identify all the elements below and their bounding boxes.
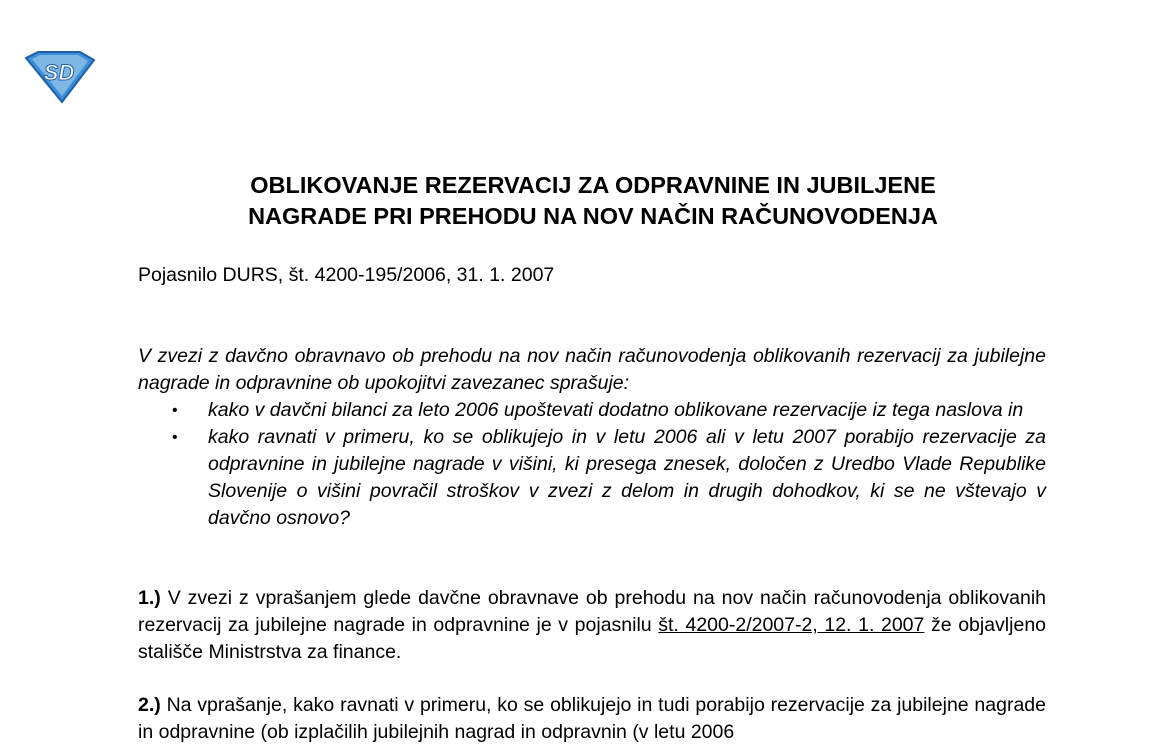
bullet-text: kako v davčni bilanci za leto 2006 upoštevati dodatno oblikovane rezervacije iz tega naslova in	[208, 399, 1024, 421]
bullet-icon: •	[172, 402, 178, 419]
answer-1-number: 1.)	[138, 587, 161, 609]
document-title	[140, 170, 1046, 232]
document-reference: Pojasnilo DURS, št. 4200-195/2006, 31. 1. 2007	[138, 264, 555, 286]
answer-2-number: 2.)	[138, 694, 161, 716]
answer-1-text-b: že objavljeno stališče Ministrstva za finance.	[138, 614, 1047, 663]
answer-2-paragraph	[138, 692, 1046, 746]
bullet-icon: •	[172, 429, 178, 446]
reference-link[interactable]: št. 4200-2/2007-2, 12. 1. 2007	[658, 614, 925, 636]
answer-1-paragraph	[138, 585, 1046, 666]
answer-1-text-a: V zvezi z vprašanjem glede davčne obravnave ob prehodu na nov način računovodenja oblikovanih rezervacij za jubilejne nagrade in odpravnine je v pojasnilu	[138, 587, 1046, 636]
question-paragraph	[138, 343, 1046, 532]
question-bullet-list	[138, 397, 1046, 532]
company-logo	[22, 50, 96, 104]
answer-2-text: Na vprašanje, kako ravnati v primeru, ko se oblikujejo in tudi porabijo rezervacije za jubilejne nagrade in odpravnine (ob izplačilih jubilejnih nagrad in odpravnin (v letu 2006	[138, 694, 1046, 743]
title-line-2: NAGRADE PRI PREHODU NA NOV NAČIN RAČUNOVODENJA	[248, 203, 938, 229]
logo-letters: SD	[43, 60, 75, 85]
question-intro-text: V zvezi z davčno obravnavo ob prehodu na nov način računovodenja oblikovanih rezervacij za jubilejne nagrade in odpravnine ob upokojitvi zavezanec sprašuje:	[138, 345, 1046, 394]
title-line-1: OBLIKOVANJE REZERVACIJ ZA ODPRAVNINE IN JUBILJENE	[250, 172, 936, 198]
list-item	[138, 397, 1046, 424]
list-item	[138, 424, 1046, 532]
bullet-text: kako ravnati v primeru, ko se oblikujejo in v letu 2006 ali v letu 2007 porabijo rezervacije za odpravnine in jubilejne nagrade v višini, ki presega znesek, določen z Uredbo Vlade Republike Slovenije o višini povračil stroškov v zvezi z delom in drugih dohodkov, ki se ne vštevajo v davčno osnovo?	[208, 426, 1046, 529]
